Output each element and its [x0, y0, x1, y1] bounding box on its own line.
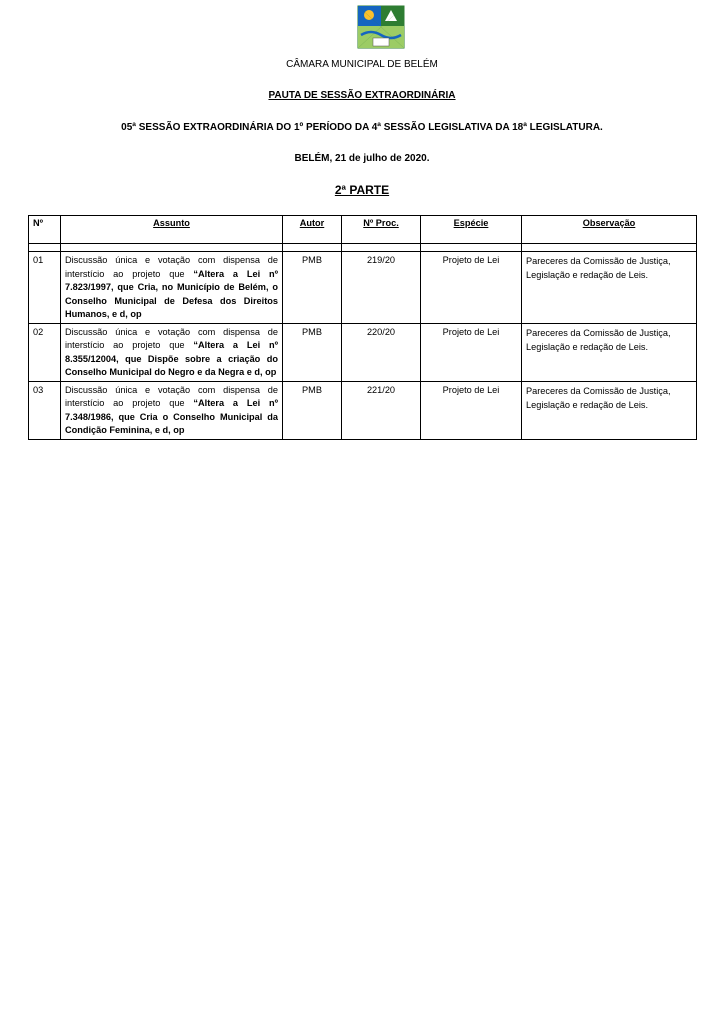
part-title: 2ª PARTE	[334, 183, 390, 197]
row-assunto	[61, 252, 283, 324]
row-assunto	[61, 381, 283, 439]
row-assunto	[61, 323, 283, 381]
row-observacao: Pareceres da Comissão de Justiça, Legislação e redação de Leis.	[522, 381, 697, 439]
assunto-text: Discussão única e votação com dispensa de interstício ao projeto que	[65, 384, 278, 408]
row-proc: 219/20	[342, 252, 421, 324]
table-row	[29, 252, 697, 324]
agenda-table	[28, 215, 697, 440]
table-row	[29, 323, 697, 381]
row-observacao: Pareceres da Comissão de Justiça, Legislação e redação de Leis.	[522, 323, 697, 381]
assunto-bold-text: “Altera a Lei nº 7.348/1986, que Cria o Conselho Municipal da Condição Feminina, e d, op	[65, 398, 278, 435]
column-header-observacao: Observação	[522, 216, 697, 244]
row-especie: Projeto de Lei	[421, 381, 522, 439]
session-date: BELÉM, 21 de julho de 2020.	[294, 153, 430, 164]
table-header-row	[29, 216, 697, 244]
table-row	[29, 381, 697, 439]
assunto-bold-text: “Altera a Lei nº 7.823/1997, que Cria, no Município de Belém, o Conselho Municipal de Defesa dos Direitos Humanos, e d, op	[65, 268, 278, 319]
assunto-bold-text: “Altera a Lei nº 8.355/12004, que Dispõe sobre a criação do Conselho Municipal do Negro e da Negra e d, op	[65, 340, 278, 377]
assunto-text: Discussão única e votação com dispensa de interstício ao projeto que	[65, 326, 278, 350]
column-header-assunto: Assunto	[61, 216, 283, 244]
row-especie: Projeto de Lei	[421, 323, 522, 381]
row-num: 01	[29, 252, 61, 324]
column-header-autor: Autor	[283, 216, 342, 244]
municipal-coat-of-arms-icon	[357, 5, 405, 49]
chamber-name: CÂMARA MUNICIPAL DE BELÉM	[286, 59, 438, 70]
assunto-text: Discussão única e votação com dispensa de interstício ao projeto que	[65, 255, 278, 279]
row-autor: PMB	[283, 252, 342, 324]
column-header-especie: Espécie	[421, 216, 522, 244]
row-proc: 221/20	[342, 381, 421, 439]
row-num: 03	[29, 381, 61, 439]
row-autor: PMB	[283, 323, 342, 381]
column-header-proc: Nº Proc.	[342, 216, 421, 244]
row-especie: Projeto de Lei	[421, 252, 522, 324]
row-num: 02	[29, 323, 61, 381]
row-proc: 220/20	[342, 323, 421, 381]
table-header-spacer	[29, 244, 697, 252]
row-observacao: Pareceres da Comissão de Justiça, Legislação e redação de Leis.	[522, 252, 697, 324]
row-autor: PMB	[283, 381, 342, 439]
column-header-num: Nº	[29, 216, 61, 244]
agenda-title: PAUTA DE SESSÃO EXTRAORDINÁRIA	[268, 90, 456, 101]
session-title: 05ª SESSÃO EXTRAORDINÁRIA DO 1º PERÍODO DA 4ª SESSÃO LEGISLATIVA DA 18ª LEGISLATURA.	[121, 122, 603, 133]
